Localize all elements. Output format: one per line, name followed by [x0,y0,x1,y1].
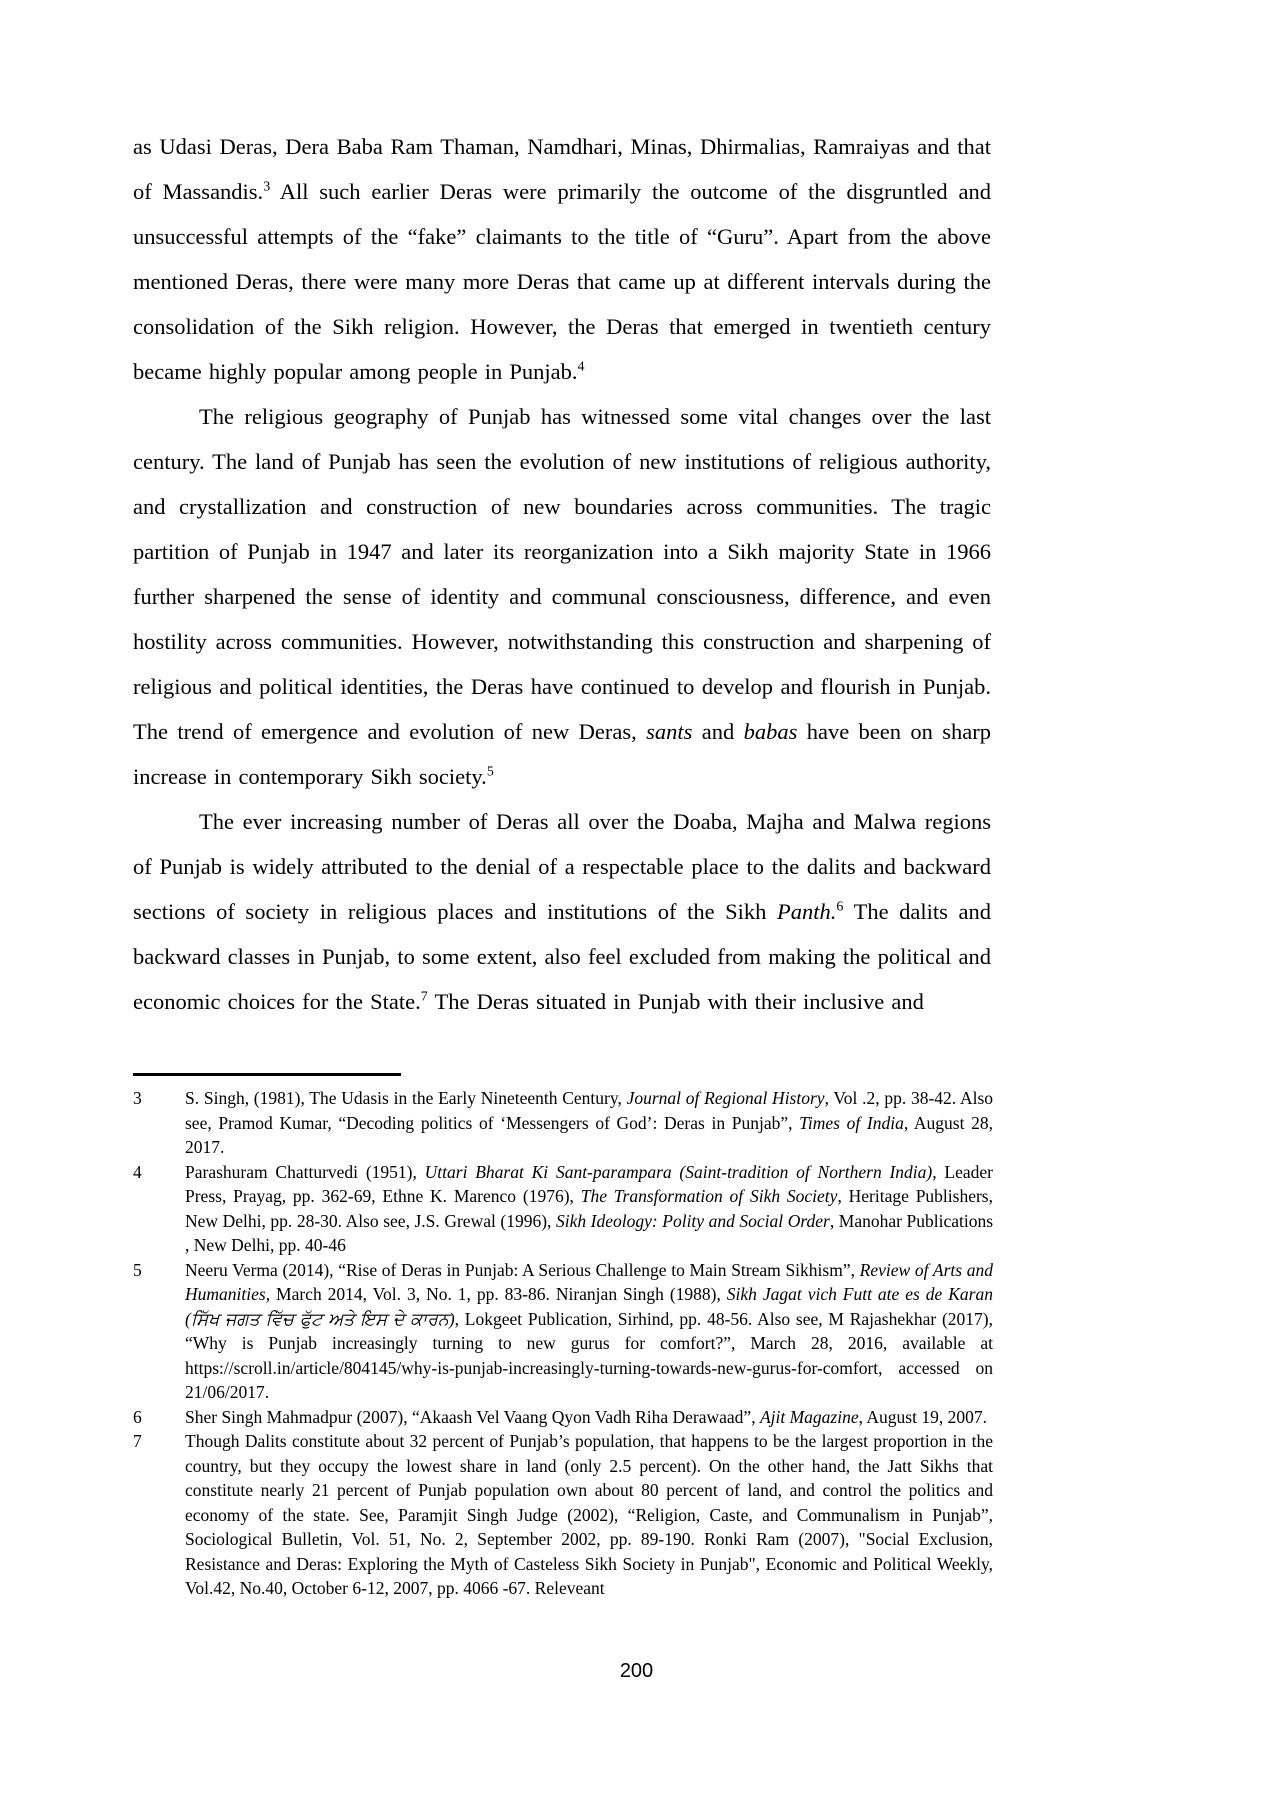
footnote [133,1258,993,1405]
italic-text: Sikh Ideology: Polity and Social Order [555,1210,830,1231]
footnote [133,1160,993,1258]
italic-text: Times of India [799,1112,904,1133]
footnote-text [185,1260,993,1403]
footnote-text [185,1407,987,1427]
italic-text: babas [743,719,798,744]
italic-text: Ajit Magazine [759,1406,859,1427]
text-run: The dalits and backward classes in Punjab, to some extent, also feel excluded from making the political and economic choices for the State. [133,899,992,1014]
footnote-separator [133,1073,401,1076]
body-paragraph [133,394,991,799]
text-run: S. Singh, (1981), The Udasis in the Early Nineteenth Century, [185,1088,627,1108]
text-run: have been on sharp increase in contemporary Sikh society. [133,719,991,789]
footnote-ref: 7 [420,989,428,1005]
footnote-text [185,1162,993,1256]
text-run: , Heritage Publishers, New Delhi, pp. 28-30. Also see, J.S. Grewal (1996), [185,1186,993,1231]
text-run: The ever increasing number of Deras all over the Doaba, Majha and Malwa regions of Punjab is widely attributed to the denial of a respectable place to the dalits and backward sections of society in religious places and institutions of the Sikh [133,809,991,924]
italic-text: Uttari Bharat Ki Sant-parampara (Saint-tradition of Northern India), [424,1161,937,1182]
text-run: The Deras situated in Punjab with their inclusive and [427,989,924,1014]
footnote-ref: 6 [836,899,844,915]
italic-text: Journal of Regional History [626,1088,825,1108]
italic-text: The Transformation of Sikh Society [580,1186,838,1206]
text-run: and [692,719,744,744]
footnote [133,1429,993,1601]
italic-text: Review of Arts and Humanities [185,1259,993,1304]
italic-text: Panth. [777,899,837,924]
footnote [133,1086,993,1160]
footnote-number: 4 [133,1161,142,1182]
text-run: Leader Press, Prayag, pp. 362-69, Ethne K. Marenco (1976), [185,1161,993,1206]
footnote-text [185,1431,993,1598]
footnote-text [185,1088,993,1157]
italic-text: Sikh Jagat vich Futt ate es de Karan (ਸਿੱਖ ਜਗਤ ਵਿੱਚ ਫੁੱਟ ਅਤੇ ਇਸ ਦੇ ਕਾਰਨ) [185,1284,993,1329]
text-run: Though Dalits constitute about 32 percent of Punjab’s population, that happens to be the largest proportion in the country, but they occupy the lowest share in land (only 2.5 percent). On the other hand, the Jatt Sikhs that constitute nearly 21 percent of Punjab population own about 80 percent of land, and control the politics and economy of the state. See, Paramjit Singh Judge (2002), “Religion, Caste, and Communalism in Punjab”, Sociological Bulletin, Vol. 51, No. 2, September 2002, pp. 89-190. Ronki Ram (2007), "Social Exclusion, Resistance and Deras: Exploring the Myth of Casteless Sikh Society in Punjab", Economic and Political Weekly, Vol.42, No.40, October 6-12, 2007, pp. 4066 -67. Releveant [185,1431,993,1598]
text-run: Neeru Verma (2014), “Rise of Deras in Punjab: A Serious Challenge to Main Stream Sikhism”, [185,1259,860,1280]
footnotes-section [133,1086,993,1601]
text-run: , Vol .2, pp. 38-42. Also see, Pramod Kumar, “Decoding politics of ‘Messengers of God’: Deras in Punjab”, [185,1088,993,1133]
text-run: , Lokgeet Publication, Sirhind, pp. 48-56. Also see, M Rajashekhar (2017), “Why is Punjab increasingly turning to new gurus for comfort?”, March 28, 2016, available at https://scroll.in/article/804145/why-is-punjab-increasingly-turning-towards-new-gurus-for-comfort, accessed on 21/06/2017. [185,1308,993,1402]
text-run: , March 2014, Vol. 3, No. 1, pp. 83-86. Niranjan Singh (1988), [265,1284,727,1304]
text-run: All such earlier Deras were primarily the outcome of the disgruntled and unsuccessful attempts of the “fake” claimants to the title of “Guru”. Apart from the above mentioned Deras, there were many more Deras that came up at different intervals during the consolidation of the Sikh religion. However, the Deras that emerged in twentieth century became highly popular among people in Punjab. [133,179,991,384]
footnote-number: 7 [133,1431,142,1451]
text-run: as Udasi Deras, Dera Baba Ram Thaman, Namdhari, Minas, Dhirmalias, Ramraiyas and that of Massandis. [133,134,991,204]
text-run: , Manohar Publications , New Delhi, pp. 40-46 [185,1210,994,1255]
text-run: Sher Singh Mahmadpur (2007), “Akaash Vel Vaang Qyon Vadh Riha Derawaad”, [185,1406,760,1427]
footnote-ref: 3 [263,179,271,195]
footnote-ref: 5 [486,764,494,780]
footnote [133,1405,993,1430]
text-run: Parashuram Chatturvedi (1951), [185,1161,425,1182]
footnote-number: 5 [133,1259,142,1280]
text-run: The religious geography of Punjab has witnessed some vital changes over the last century. The land of Punjab has seen the evolution of new institutions of religious authority, and crystallization and construction of new boundaries across communities. The tragic partition of Punjab in 1947 and later its reorganization into a Sikh majority State in 1966 further sharpened the sense of identity and communal consciousness, difference, and even hostility across communities. However, notwithstanding this construction and sharpening of religious and political identities, the Deras have continued to develop and flourish in Punjab. The trend of emergence and evolution of new Deras, [133,404,991,744]
footnote-ref: 4 [577,359,585,375]
footnote-number: 6 [133,1406,142,1427]
footnote-number: 3 [133,1088,142,1108]
body-paragraph [133,799,991,1024]
text-run: , August 19, 2007. [858,1406,987,1427]
text-run: , August 28, 2017. [185,1112,993,1157]
italic-text: sants [646,719,693,744]
body-paragraph [133,124,991,394]
body-text [133,124,991,1024]
page-number: 200 [619,1660,654,1682]
